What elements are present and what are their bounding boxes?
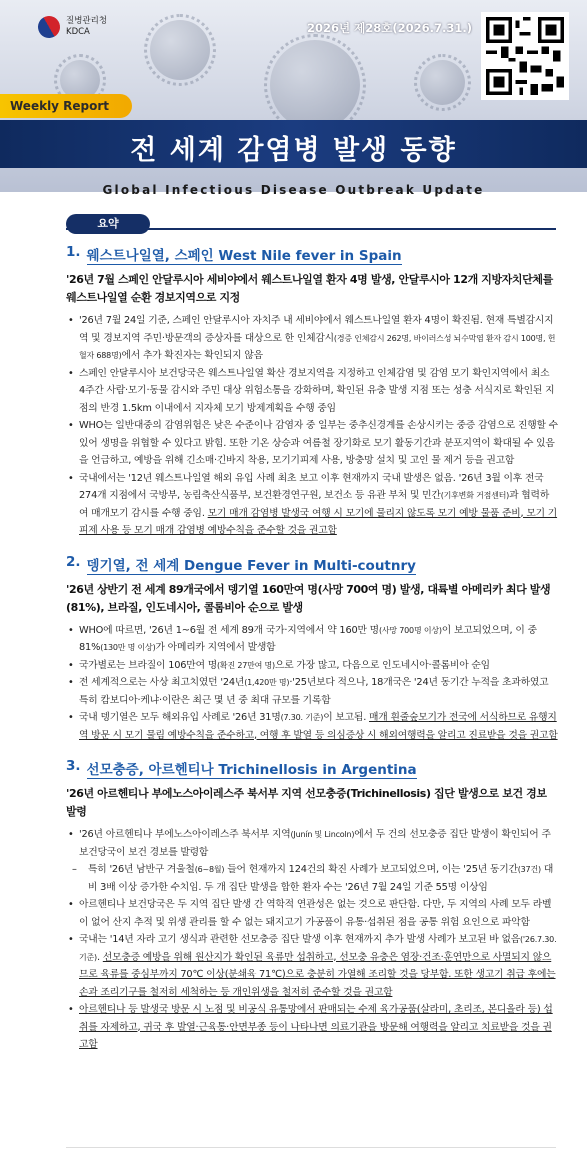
bullet-text: 국내 뎅기열은 모두 해외유입 사례로 '26년 31명 bbox=[79, 712, 281, 723]
section-title-text: 선모충증, 아르헨티나 Trichinellosis in Argentina bbox=[87, 758, 417, 779]
bullet-text: 으로 가장 많고, 다음으로 인도네시아·콜롬비아 순임 bbox=[274, 659, 490, 671]
bullet-note: (6~8월) bbox=[194, 865, 225, 874]
section-lead: '26년 상반기 전 세계 89개국에서 뎅기열 160만여 명(사망 700여 명) 발생, 대륙별 아메리카 최다 발생(81%), 브라질, 인도네시아, 콜롬비아 순으로 발생 bbox=[66, 582, 551, 614]
bullet-text: 에서 두 건의 선모충증 집단 발생이 확인되어 주 보건당국이 보건 경보를 발령함 bbox=[79, 829, 551, 858]
bullet-recommendation: 아르헨티나 등 발생국 방문 시 노점 및 비공식 유통망에서 판매되는 수제 육가공품(살라미, 초리조, 본디올라 등) 섭취를 자제하고, 귀국 후 발열·근육통·안면부종 등이 나타나면 의료기관을 방문해 여행력을 알리고 치료받을 것을 권고함 bbox=[79, 1004, 553, 1050]
bullet-text: 대비 3배 이상 증가한 수치임. 두 개 집단 발생을 합한 환자 수는 '26년 7월 24일 기준 55명 이상임 bbox=[88, 864, 554, 893]
bullet-list bbox=[66, 312, 558, 540]
summary-badge: 요약 bbox=[66, 214, 150, 234]
bullet-text: 특히 '26년 남반구 겨울철 bbox=[88, 864, 195, 875]
section-number: 2. bbox=[66, 553, 81, 570]
section-lead: '26년 7월 스페인 안달루시아 세비야에서 웨스트나일열 환자 4명 발생, 안달루시아 12개 지방자치단체를 웨스트나일열 순환 경보지역으로 지정 bbox=[66, 273, 553, 304]
bullet-text: 에서 추가 확진자는 확인되지 않음 bbox=[121, 350, 263, 361]
bullet-item bbox=[66, 674, 558, 709]
bullet-item bbox=[66, 312, 558, 365]
virus-illustration bbox=[420, 60, 465, 105]
bullet-item bbox=[66, 931, 558, 1001]
bullet-text: '26년 7월 24일 기준, 스페인 안달루시아 자치주 내 세비야에서 웨스트나일열 환자 4명이 확진됨. 현재 특별감시지역 및 경보지역 주민·방문객의 증상자를 대상으로 한 인체감시 bbox=[79, 315, 554, 344]
bullet-item bbox=[66, 365, 558, 418]
bullet-note: (1,420만 명) bbox=[244, 678, 290, 687]
bullet-note: (7.30. 기준) bbox=[280, 713, 324, 722]
report-header bbox=[0, 0, 587, 192]
report-body bbox=[66, 244, 558, 1068]
org-name: 질병관리청 bbox=[66, 16, 108, 26]
bullet-text: 전 세계적으로는 사상 최고치였던 '24년 bbox=[79, 677, 245, 688]
bullet-text: 이 보고됨. bbox=[323, 712, 370, 723]
bullet-text: 국가별로는 브라질이 106만여 명 bbox=[79, 659, 218, 671]
bullet-list bbox=[66, 826, 558, 1054]
kdca-logo bbox=[38, 16, 107, 38]
section-title bbox=[66, 758, 558, 779]
qr-code-icon[interactable] bbox=[481, 12, 569, 100]
page-divider bbox=[66, 1147, 556, 1148]
section-title bbox=[66, 244, 558, 265]
bullet-list bbox=[66, 622, 558, 745]
bullet-text: 가 아메리카 지역에서 발생함 bbox=[155, 642, 276, 653]
virus-illustration bbox=[150, 20, 210, 80]
bullet-text: '26년 아르헨티나 부에노스아이레스주 북서부 지역 bbox=[79, 829, 291, 840]
section-title bbox=[66, 554, 558, 575]
bullet-note: (확진 27만여 명) bbox=[217, 660, 275, 670]
bullet-note: (Junín 및 Lincoln) bbox=[290, 830, 355, 839]
bullet-item bbox=[66, 470, 558, 540]
bullet-text: 들어 현재까지 124건의 확진 사례가 보고되었으며, 이는 '25년 동기간 bbox=[224, 864, 518, 875]
bullet-note: (기후변화 거점센터) bbox=[440, 491, 510, 500]
bullet-recommendation: 매개 흰줄숲모기가 전국에 서식하므로 유행지역 방문 시 모기 물림 예방수칙을 준수하고, 여행 후 발열 등 의심증상 시 해외여행력을 알리고 진료받을 것을 권고함 bbox=[79, 712, 558, 741]
bullet-text: . bbox=[96, 951, 103, 963]
section-title-text: 웨스트나일열, 스페인 West Nile fever in Spain bbox=[87, 244, 402, 265]
bullet-item bbox=[66, 657, 558, 675]
bullet-item bbox=[66, 709, 558, 744]
kdca-emblem-icon bbox=[34, 12, 64, 42]
bullet-text: 스페인 안달루시아 보건당국은 웨스트나일열 확산 경보지역을 지정하고 인체감염 및 감염 모기 확인지역에서 최소 4주간 사람·모기·동물 감시와 주민 대상 위험소통을 강화하며, 확인된 유충 발생 지점 또는 성충 서식지로 확인된 지점의 반경 1.5km 이내에서 지자체 모기 방제계획을 수행 중임 bbox=[79, 367, 555, 414]
bullet-note: (37건) bbox=[517, 865, 541, 874]
weekly-report-tab: Weekly Report bbox=[0, 94, 132, 118]
bullet-item bbox=[66, 861, 558, 896]
bullet-text: 아르헨티나 보건당국은 두 지역 집단 발생 간 역학적 연관성은 없는 것으로 판단함. 다만, 두 지역의 사례 모두 라벨이 없어 산지 추적 및 위생 관리를 할 수 없는 돼지고기 가공품이 유통·섭취된 점을 공통 위험 요인으로 파악함 bbox=[79, 899, 552, 928]
bullet-item bbox=[66, 417, 558, 470]
issue-number: 2026년 제28호(2026.7.31.) bbox=[307, 21, 472, 35]
bullet-item bbox=[66, 896, 558, 931]
section-lead: '26년 아르헨티나 부에노스아이레스주 북서부 지역 선모충증(Trichinellosis) 집단 발생으로 보건 경보 발령 bbox=[66, 787, 547, 818]
bullet-text: WHO에 따르면, '26년 1~6월 전 세계 89개 국가·지역에서 약 160만 명 bbox=[79, 624, 379, 636]
bullet-note: ('26.7.30. 기준) bbox=[79, 935, 557, 962]
bullet-item bbox=[66, 826, 558, 861]
section-number: 1. bbox=[66, 244, 81, 260]
bullet-text: 국내에서는 '12년 웨스트나일열 해외 유입 사례 최초 보고 이후 현재까지 국내 발생은 없음. '26년 3월 이후 전국 274개 지점에서 국방부, 농림축산식품부, 보건환경연구원, 보건소 등 유관 부처 및 민간 bbox=[79, 472, 544, 501]
bullet-text: ·'25년보다 적으나, 18개국은 '24년 동기간 누적을 초과하였고 특히 캄보디아·케냐·이란은 최근 몇 년 중 최대 규모를 기록함 bbox=[79, 677, 549, 706]
bullet-note: (130만 명 이상) bbox=[100, 643, 156, 652]
page-title: 전 세계 감염병 발생 동향 bbox=[130, 135, 457, 166]
org-abbr: KDCA bbox=[66, 27, 90, 37]
section-number: 3. bbox=[66, 758, 81, 774]
section-title-text: 뎅기열, 전 세계 Dengue Fever in Multi-coutnry bbox=[87, 554, 416, 575]
bullet-text: WHO는 일반대중의 감염위험은 낮은 수준이나 감염자 중 일부는 중추신경계를 손상시키는 중증 감염으로 진행할 수 있어 생명을 위협할 수 있다고 밝힘. 또한 기온 상승과 여름철 장기화로 모기 활동기간과 분포지역이 확대될 수 있음을 언급하고, 예방을 위해 긴소매·긴바지 착용, 모기기피제 사용, 방충망 설치 및 고인 물 제거 등을 권고함 bbox=[79, 420, 558, 466]
bullet-item bbox=[66, 1001, 558, 1054]
bullet-item bbox=[66, 622, 558, 657]
page-subtitle: Global Infectious Disease Outbreak Update bbox=[102, 183, 485, 197]
bullet-note: (경증 인체감시 262명, 바이러스성 뇌수막염 환자 감시 100명, 헌혈자 688명) bbox=[79, 333, 556, 360]
bullet-note: (사망 700명 이상) bbox=[378, 625, 442, 635]
bullet-text: 국내는 '14년 자라 고기 생식과 관련한 선모충증 집단 발생 이후 현재까지 추가 발생 사례가 보고된 바 없음 bbox=[79, 934, 521, 945]
virus-illustration bbox=[270, 40, 360, 130]
bullet-text: 과 협력하여 매개모기 감시를 수행 중임. bbox=[79, 490, 550, 519]
bullet-recommendation: 모기 매개 감염병 발생국 여행 시 모기에 물리지 않도록 모기 예방 물품 준비, 모기 기피제 사용 등 모기 매개 감염병 예방수칙을 준수할 것을 권고함 bbox=[79, 507, 558, 536]
bullet-text: 이 보고되었으며, 이 중 81% bbox=[79, 624, 537, 653]
bullet-recommendation: 선모충증 예방을 위해 원산지가 확인된 육류만 섭취하고, 선모충 유충은 염장·건조·훈연만으로 사멸되지 않으므로 육류를 중심부까지 70℃ 이상(분쇄육 71℃)으로 충분히 가열해 조리할 것을 당부함. 또한 생고기 취급 후에는 손과 조리기구를 철저히 세척하는 등 개인위생을 철저히 준수할 것을 권고함 bbox=[79, 951, 556, 998]
